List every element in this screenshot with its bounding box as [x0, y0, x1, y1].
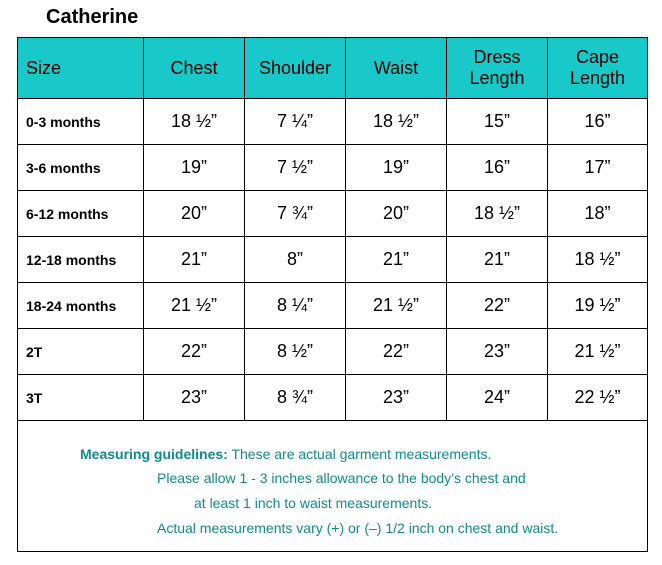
- size-cell: 18-24 months: [18, 283, 144, 329]
- header-cape-length-line2: Length: [569, 68, 626, 88]
- notes-line-2: Please allow 1 - 3 inches allowance to the body’s chest and: [157, 470, 526, 486]
- cape-length-cell: 21 ½”: [548, 329, 648, 375]
- notes-row: [18, 421, 648, 552]
- header-dress-length-line1: Dress: [473, 47, 521, 67]
- shoulder-cell: 7 ½”: [245, 145, 346, 191]
- header-shoulder: Shoulder: [245, 38, 346, 99]
- size-cell: 6-12 months: [18, 191, 144, 237]
- dress-length-cell: 23”: [447, 329, 548, 375]
- header-chest: Chest: [144, 38, 245, 99]
- size-cell: 12-18 months: [18, 237, 144, 283]
- waist-cell: 18 ½”: [346, 99, 447, 145]
- table-row: [18, 99, 648, 145]
- table-row: [18, 375, 648, 421]
- chest-cell: 21”: [144, 237, 245, 283]
- dress-length-cell: 15”: [447, 99, 548, 145]
- size-cell: 0-3 months: [18, 99, 144, 145]
- table-row: [18, 191, 648, 237]
- notes-text-1: These are actual garment measurements.: [227, 446, 492, 462]
- header-dress-length-line2: Length: [469, 68, 525, 88]
- dress-length-cell: 21”: [447, 237, 548, 283]
- measuring-guidelines: [18, 421, 648, 552]
- waist-cell: 19”: [346, 145, 447, 191]
- header-dress-length: [447, 38, 548, 99]
- size-cell: 2T: [18, 329, 144, 375]
- size-cell: 3T: [18, 375, 144, 421]
- shoulder-cell: 8 ¾”: [245, 375, 346, 421]
- waist-cell: 21”: [346, 237, 447, 283]
- page-title: Catherine: [46, 6, 139, 28]
- shoulder-cell: 7 ¾”: [245, 191, 346, 237]
- cape-length-cell: 17”: [548, 145, 648, 191]
- chest-cell: 23”: [144, 375, 245, 421]
- chest-cell: 19”: [144, 145, 245, 191]
- chest-cell: 20”: [144, 191, 245, 237]
- size-cell: 3-6 months: [18, 145, 144, 191]
- table-row: [18, 329, 648, 375]
- dress-length-cell: 22”: [447, 283, 548, 329]
- dress-length-cell: 16”: [447, 145, 548, 191]
- dress-length-cell: 24”: [447, 375, 548, 421]
- cape-length-cell: 18”: [548, 191, 648, 237]
- cape-length-cell: 22 ½”: [548, 375, 648, 421]
- header-cape-length-line1: Cape: [575, 47, 620, 67]
- notes-line-3: at least 1 inch to waist measurements.: [194, 495, 433, 511]
- table-row: [18, 237, 648, 283]
- chest-cell: 22”: [144, 329, 245, 375]
- table-header-row: [18, 38, 648, 99]
- table-row: [18, 283, 648, 329]
- header-cape-length: [548, 38, 648, 99]
- header-size: Size: [18, 38, 144, 99]
- notes-label: Measuring guidelines:: [80, 446, 228, 462]
- cape-length-cell: 19 ½”: [548, 283, 648, 329]
- notes-line-1: [80, 446, 491, 462]
- chest-cell: 21 ½”: [144, 283, 245, 329]
- shoulder-cell: 7 ¼”: [245, 99, 346, 145]
- waist-cell: 22”: [346, 329, 447, 375]
- shoulder-cell: 8”: [245, 237, 346, 283]
- cape-length-cell: 16”: [548, 99, 648, 145]
- cape-length-cell: 18 ½”: [548, 237, 648, 283]
- size-chart-table: [17, 37, 648, 552]
- shoulder-cell: 8 ¼”: [245, 283, 346, 329]
- waist-cell: 20”: [346, 191, 447, 237]
- chest-cell: 18 ½”: [144, 99, 245, 145]
- waist-cell: 23”: [346, 375, 447, 421]
- table-row: [18, 145, 648, 191]
- notes-line-4: Actual measurements vary (+) or (–) 1/2 inch on chest and waist.: [157, 520, 559, 536]
- waist-cell: 21 ½”: [346, 283, 447, 329]
- header-waist: Waist: [346, 38, 447, 99]
- dress-length-cell: 18 ½”: [447, 191, 548, 237]
- shoulder-cell: 8 ½”: [245, 329, 346, 375]
